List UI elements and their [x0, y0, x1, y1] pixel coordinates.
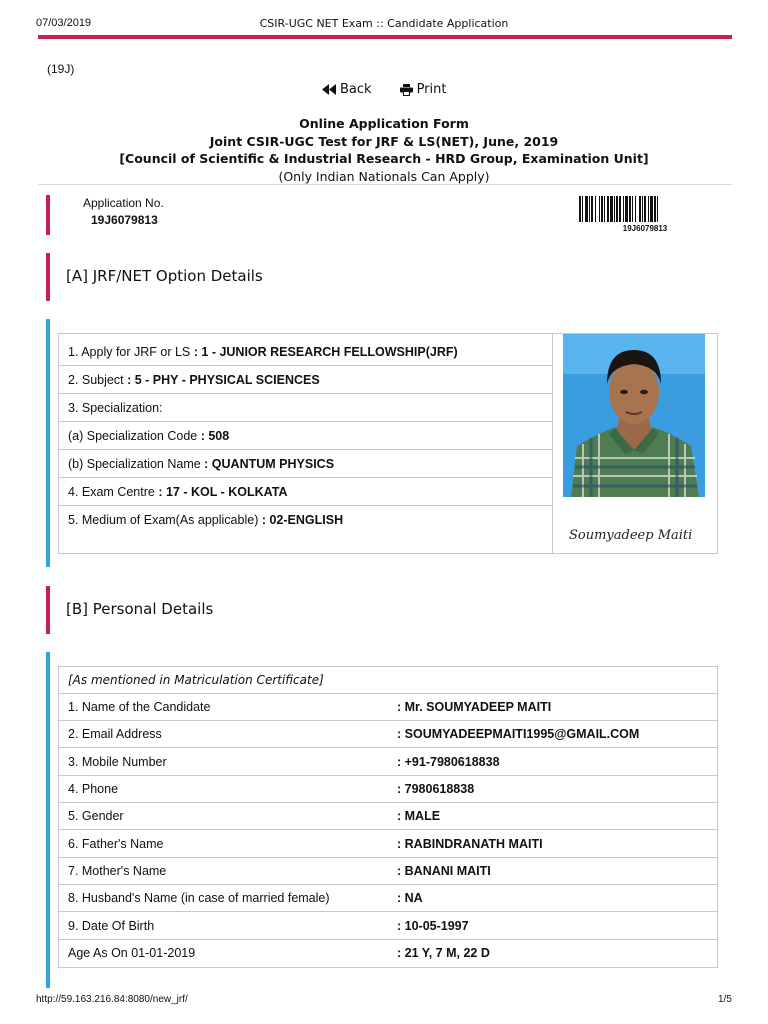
table-row: 4. Phone : 7980618838: [59, 776, 717, 803]
section-a-title: [A] JRF/NET Option Details: [66, 267, 263, 285]
table-row: 6. Father's Name : RABINDRANATH MAITI: [59, 831, 717, 858]
section-b-marker: [46, 586, 50, 634]
table-row: Age As On 01-01-2019 : 21 Y, 7 M, 22 D: [68, 946, 490, 960]
form-organization: [Council of Scientific & Industrial Research - HRD Group, Examination Unit]: [119, 151, 649, 166]
photo-signature-panel: [552, 333, 718, 554]
table-note: [As mentioned in Matriculation Certificate]: [59, 667, 717, 694]
back-button[interactable]: [322, 82, 372, 97]
application-marker: [46, 195, 50, 235]
application-number: 19J6079813: [91, 213, 158, 227]
application-number-label: Application No.: [83, 196, 164, 210]
table-row: 1. Apply for JRF or LS : 1 - JUNIOR RESEARCH FELLOWSHIP(JRF): [59, 338, 553, 366]
nav-bar: [322, 82, 446, 97]
table-row: (b) Specialization Name : QUANTUM PHYSICS: [59, 450, 553, 478]
table-row: 1. Name of the Candidate : Mr. SOUMYADEEP MAITI: [59, 694, 717, 721]
print-label: Print: [416, 82, 447, 97]
table-row: 2. Email Address : SOUMYADEEPMAITI1995@GMAIL.COM: [59, 721, 717, 748]
table-row: 3. Specialization:: [59, 394, 553, 422]
print-button[interactable]: [400, 82, 447, 97]
back-label: Back: [340, 82, 372, 97]
header-divider: [38, 35, 732, 39]
print-date: 07/03/2019: [36, 17, 92, 29]
table-row: 3. Mobile Number : +91-7980618838: [59, 749, 717, 776]
section-b-content-marker: [46, 652, 50, 988]
table-row: 7. Mother's Name : BANANI MAITI: [59, 858, 717, 885]
back-icon: [322, 84, 336, 95]
table-row: 9. Date Of Birth : 10-05-1997: [59, 913, 717, 940]
table-row: 5. Medium of Exam(As applicable) : 02-ENGLISH: [68, 513, 344, 527]
printer-icon: [400, 84, 413, 96]
jrf-options-table: [58, 333, 552, 554]
form-eligibility-note: (Only Indian Nationals Can Apply): [278, 169, 490, 184]
table-row: 2. Subject : 5 - PHY - PHYSICAL SCIENCES: [59, 366, 553, 394]
candidate-photo: [563, 334, 705, 497]
print-title: CSIR-UGC NET Exam :: Candidate Application: [259, 17, 509, 30]
candidate-signature: [563, 515, 705, 551]
print-footer-url: http://59.163.216.84:8080/new_jrf/: [36, 994, 188, 1005]
page-number: 1/5: [718, 994, 732, 1005]
svg-text:Soumyadeep Maiti: Soumyadeep Maiti: [569, 528, 693, 543]
section-a-content-marker: [46, 319, 50, 567]
barcode: [579, 196, 711, 222]
section-a-marker: [46, 253, 50, 301]
personal-details-table: [58, 666, 718, 968]
barcode-number: 19J6079813: [622, 224, 668, 233]
exam-code: (19J): [47, 62, 75, 76]
table-row: 4. Exam Centre : 17 - KOL - KOLKATA: [59, 478, 553, 506]
table-row: 8. Husband's Name (in case of married female) : NA: [59, 885, 717, 912]
section-b-title: [B] Personal Details: [66, 600, 214, 618]
table-row: (a) Specialization Code : 508: [59, 422, 553, 450]
form-title: Online Application Form: [299, 116, 469, 131]
form-header-divider: [38, 184, 732, 185]
form-subtitle: Joint CSIR-UGC Test for JRF & LS(NET), June, 2019: [209, 134, 559, 149]
table-row: 5. Gender : MALE: [59, 803, 717, 830]
